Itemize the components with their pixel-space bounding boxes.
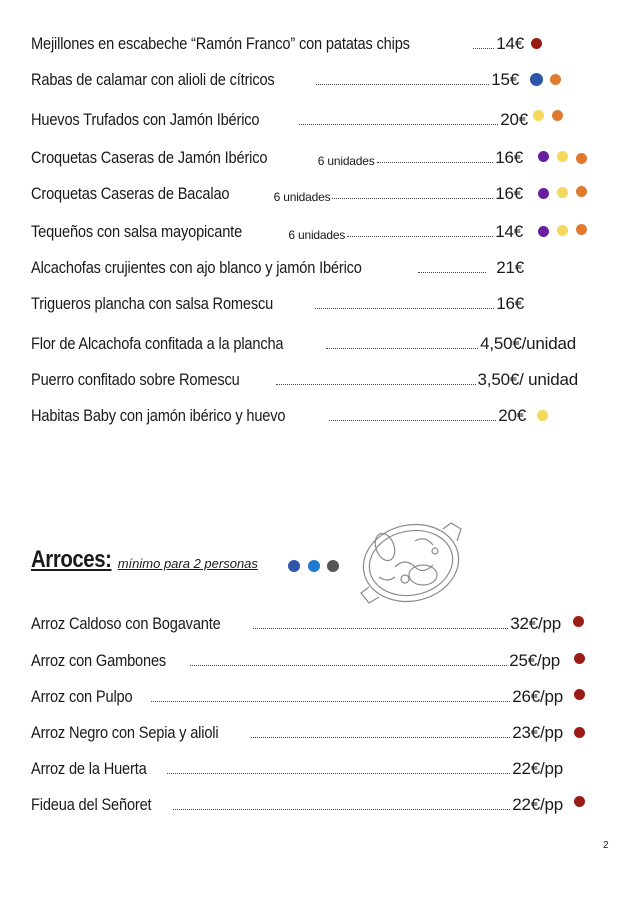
- menu-item: [31, 649, 560, 671]
- allergen-dot-icon: [576, 186, 587, 197]
- menu-item: [31, 68, 519, 90]
- item-name: Habitas Baby con jamón ibérico y huevo: [31, 406, 286, 425]
- menu-item: [31, 146, 523, 168]
- item-price: 22€/pp: [512, 795, 563, 814]
- allergen-dot-icon: [557, 225, 568, 236]
- section-subtitle: mínimo para 2 personas: [117, 556, 258, 571]
- allergen-dot-icon: [574, 727, 585, 738]
- item-price: 14€: [496, 34, 524, 53]
- dot-leader: [299, 123, 499, 125]
- item-name: Tequeños con salsa mayopicante: [31, 222, 243, 241]
- item-name: Alcachofas crujientes con ajo blanco y jamón Ibérico: [31, 258, 362, 277]
- allergen-dot-icon: [574, 653, 585, 664]
- item-name: Fideua del Señoret: [31, 795, 152, 814]
- allergen-dot-icon: [327, 560, 339, 572]
- allergen-dot-icon: [574, 796, 585, 807]
- allergen-dot-icon: [538, 188, 549, 199]
- menu-item: [31, 32, 524, 54]
- menu-item: [31, 108, 528, 130]
- item-name: Mejillones en escabeche “Ramón Franco” con patatas chips: [31, 34, 410, 53]
- menu-item: [31, 292, 524, 314]
- item-name: Arroz con Pulpo: [31, 687, 133, 706]
- dot-leader: [173, 808, 510, 810]
- item-name: Flor de Alcachofa confitada a la plancha: [31, 334, 284, 353]
- page-number: 2: [603, 840, 609, 851]
- menu-item: [31, 220, 523, 242]
- dot-leader: [347, 235, 493, 237]
- allergen-dot-icon: [288, 560, 300, 572]
- item-price: 32€/pp: [510, 614, 561, 633]
- item-price: 20€: [498, 406, 526, 425]
- paella-illustration-icon: [355, 517, 467, 609]
- allergen-dot-icon: [574, 689, 585, 700]
- item-name: Croquetas Caseras de Jamón Ibérico: [31, 148, 268, 167]
- item-price: 23€/pp: [512, 723, 563, 742]
- dot-leader: [332, 197, 493, 199]
- allergen-dot-icon: [557, 187, 568, 198]
- allergen-dot-icon: [552, 110, 563, 121]
- menu-item: [31, 612, 561, 634]
- allergen-dot-icon: [576, 153, 587, 164]
- item-price: 26€/pp: [512, 687, 563, 706]
- allergen-dot-icon: [531, 38, 542, 49]
- item-name: Arroz Caldoso con Bogavante: [31, 614, 221, 633]
- item-price: 15€: [491, 70, 519, 89]
- arroces-heading: [31, 546, 258, 574]
- dot-leader: [167, 772, 510, 774]
- allergen-dot-icon: [537, 410, 548, 421]
- menu-item: [31, 332, 576, 354]
- menu-item: [31, 757, 563, 779]
- item-name: Arroz Negro con Sepia y alioli: [31, 723, 219, 742]
- item-name: Arroz de la Huerta: [31, 759, 147, 778]
- dot-leader: [326, 347, 478, 349]
- item-price: 25€/pp: [509, 651, 560, 670]
- allergen-dot-icon: [530, 73, 543, 86]
- menu-item: [31, 685, 563, 707]
- allergen-dot-icon: [557, 151, 568, 162]
- item-units: 6 unidades: [273, 190, 331, 204]
- allergen-dot-icon: [538, 151, 549, 162]
- menu-item: [31, 368, 578, 390]
- item-price: 16€: [495, 184, 523, 203]
- item-price: 20€: [500, 110, 528, 129]
- menu-item: [31, 404, 526, 426]
- item-price: 3,50€/ unidad: [477, 370, 578, 389]
- allergen-dot-icon: [576, 224, 587, 235]
- allergen-dot-icon: [308, 560, 320, 572]
- allergen-dot-icon: [538, 226, 549, 237]
- dot-leader: [190, 664, 507, 666]
- dot-leader: [329, 419, 496, 421]
- menu-item: [31, 256, 524, 278]
- item-price: 16€: [495, 148, 523, 167]
- allergen-dot-icon: [550, 74, 561, 85]
- menu-item: [31, 182, 523, 204]
- allergen-dot-icon: [573, 616, 584, 627]
- item-name: Arroz con Gambones: [31, 651, 167, 670]
- item-units: 6 unidades: [288, 228, 346, 242]
- item-units: 6 unidades: [317, 154, 375, 168]
- item-price: 14€: [495, 222, 523, 241]
- item-price: 4,50€/unidad: [480, 334, 576, 353]
- dot-leader: [473, 47, 494, 49]
- item-name: Puerro confitado sobre Romescu: [31, 370, 240, 389]
- item-name: Rabas de calamar con alioli de cítricos: [31, 70, 275, 89]
- item-price: 22€/pp: [512, 759, 563, 778]
- dot-leader: [251, 736, 510, 738]
- item-name: Trigueros plancha con salsa Romescu: [31, 294, 274, 313]
- menu-item: [31, 793, 563, 815]
- menu-item: [31, 721, 563, 743]
- dot-leader: [377, 161, 494, 163]
- dot-leader: [253, 627, 508, 629]
- dot-leader: [151, 700, 510, 702]
- item-price: 21€: [496, 258, 524, 277]
- dot-leader: [316, 83, 489, 85]
- dot-leader: [418, 271, 487, 273]
- item-price: 16€: [496, 294, 524, 313]
- allergen-dot-icon: [533, 110, 544, 121]
- dot-leader: [276, 383, 476, 385]
- dot-leader: [315, 307, 495, 309]
- item-name: Croquetas Caseras de Bacalao: [31, 184, 230, 203]
- section-title: Arroces:: [31, 546, 112, 573]
- item-name: Huevos Trufados con Jamón Ibérico: [31, 110, 260, 129]
